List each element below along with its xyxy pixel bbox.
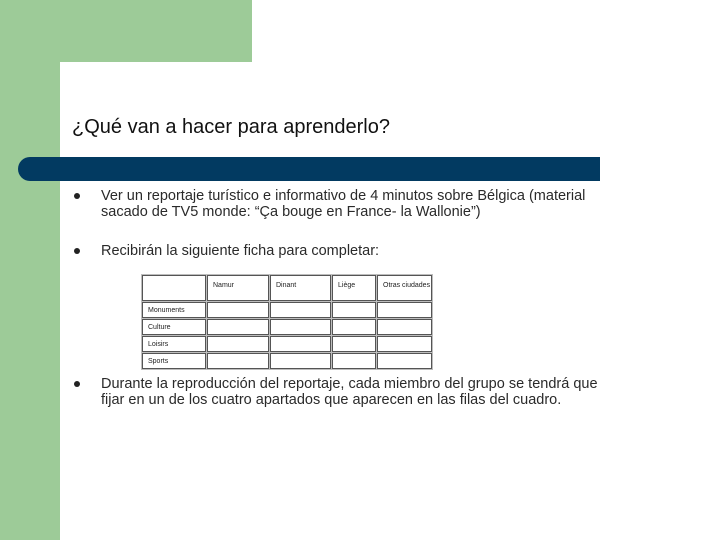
answer-cell[interactable] xyxy=(332,353,376,369)
row-label-cell xyxy=(142,302,206,318)
column-label-liege: Liège xyxy=(338,282,356,289)
answer-cell[interactable] xyxy=(377,302,432,318)
table-header-cell xyxy=(332,275,376,301)
column-label-otras-ciudades: Otras ciudades xyxy=(383,282,431,289)
worksheet-table xyxy=(141,274,433,370)
bullet-text: Recibirán la siguiente ficha para completar: xyxy=(101,243,380,259)
answer-cell[interactable] xyxy=(270,353,331,369)
slide-title: ¿Qué van a hacer para aprenderlo? xyxy=(72,116,390,138)
answer-cell[interactable] xyxy=(207,319,269,335)
row-label-cell xyxy=(142,336,206,352)
decorative-green-band-left xyxy=(0,0,60,540)
answer-cell[interactable] xyxy=(332,302,376,318)
row-label-monuments: Monuments xyxy=(148,307,185,314)
answer-cell[interactable] xyxy=(207,302,269,318)
table-row xyxy=(142,353,432,369)
bullet-dot-icon xyxy=(74,193,80,199)
table-header-cell xyxy=(377,275,432,301)
table-row xyxy=(142,302,432,318)
bullet-text: Durante la reproducción del reportaje, cada miembro del grupo se tendrá que fijar en un de los cuatro apartados que aparecen en las filas del cuadro. xyxy=(101,376,598,408)
answer-cell[interactable] xyxy=(270,302,331,318)
answer-cell[interactable] xyxy=(377,319,432,335)
column-label-dinant: Dinant xyxy=(276,282,297,289)
answer-cell[interactable] xyxy=(270,319,331,335)
answer-cell[interactable] xyxy=(377,353,432,369)
answer-cell[interactable] xyxy=(270,336,331,352)
table-header-row xyxy=(142,275,432,301)
row-label-sports: Sports xyxy=(148,358,169,365)
table-header-cell xyxy=(270,275,331,301)
row-label-cell xyxy=(142,353,206,369)
answer-cell[interactable] xyxy=(207,353,269,369)
worksheet-table-wrapper xyxy=(141,274,433,370)
column-label-namur: Namur xyxy=(213,282,235,289)
row-label-cell xyxy=(142,319,206,335)
row-label-loisirs: Loisirs xyxy=(148,341,169,348)
bullet-text: Ver un reportaje turístico e informativo de 4 minutos sobre Bélgica (material sacado de TV5 monde: “Ça bouge en France- la Wallonie”) xyxy=(101,188,586,220)
table-header-cell-empty xyxy=(142,275,206,301)
answer-cell[interactable] xyxy=(377,336,432,352)
table-header-cell xyxy=(207,275,269,301)
answer-cell[interactable] xyxy=(207,336,269,352)
title-underline-bar xyxy=(18,157,600,181)
bullet-dot-icon xyxy=(74,248,80,254)
table-row xyxy=(142,319,432,335)
table-row xyxy=(142,336,432,352)
answer-cell[interactable] xyxy=(332,319,376,335)
row-label-culture: Culture xyxy=(148,324,171,331)
decorative-rounded-corner xyxy=(60,62,120,122)
bullet-dot-icon xyxy=(74,381,80,387)
answer-cell[interactable] xyxy=(332,336,376,352)
